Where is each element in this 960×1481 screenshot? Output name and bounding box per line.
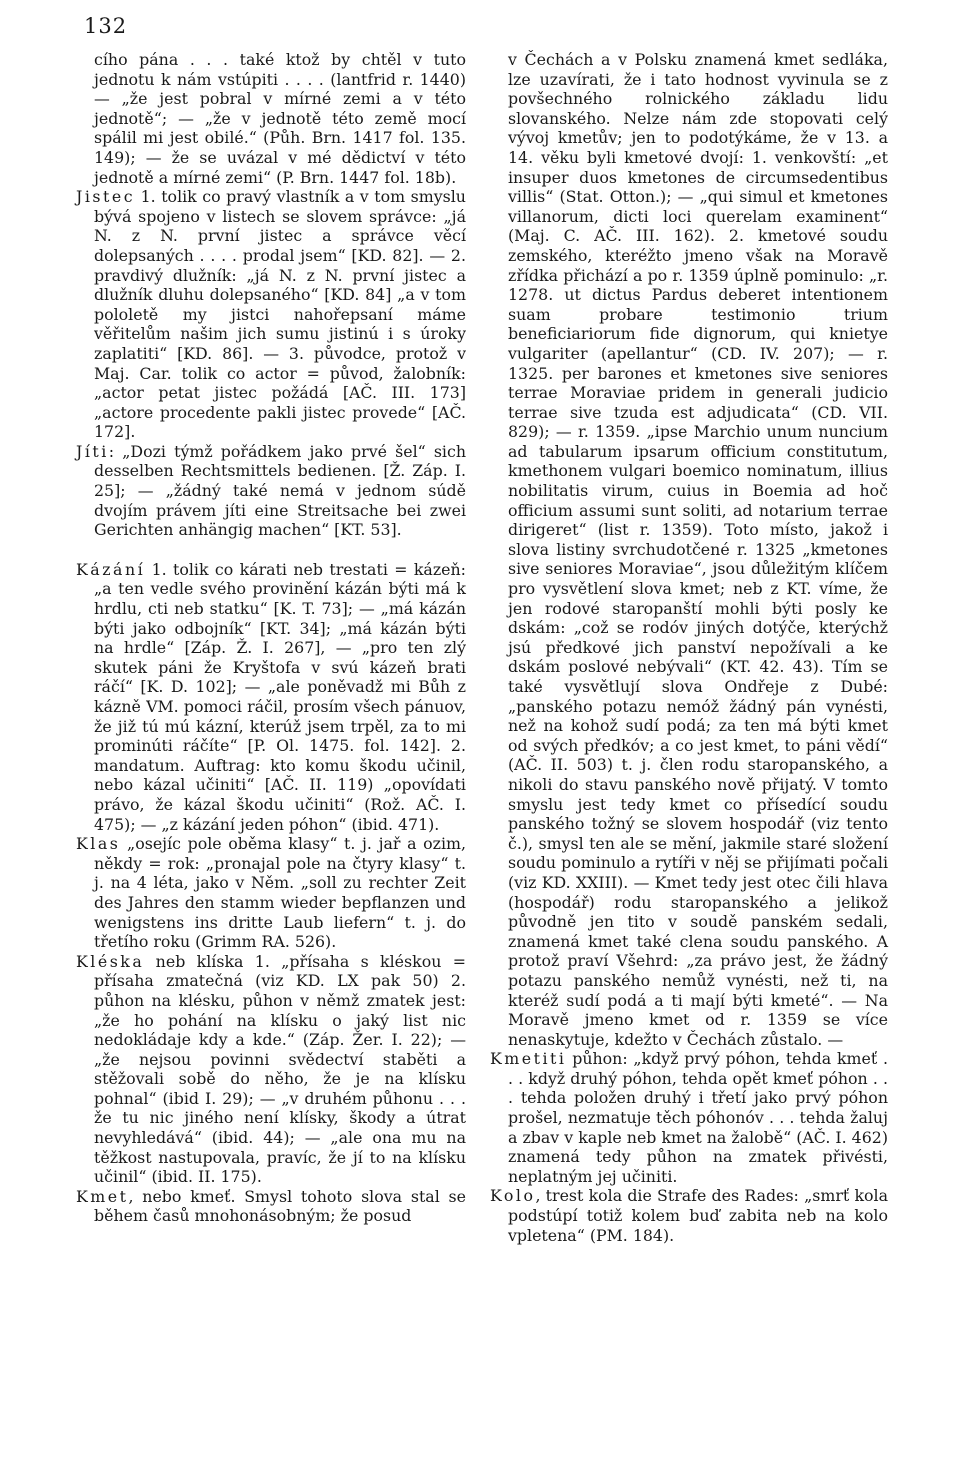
entry-kmet-continued — [490, 50, 888, 1049]
entry-text: 1. tolik co kárati neb trestati = kázeň: „a ten vedle svého provinění kázán býti má k hrdlu, cti neb statku“ [K. T. 73]; — „má kázán býti jako odbojník“ [KT. 34]; „má kázán býti na hrdle“ [Záp. Ž. I. 267], — „pro ten zlý skutek páni že Kryštofa v svú kázeň brati ráčí“ [K. D. 102]; — „ale poněvadž mi Bůh z kázně VM. pomoci ráčil, prosím všech pánuov, že již tú mú kázní, kterúž jsem trpěl, za to mi prominúti ráčíte“ [P. Ol. 1475. fol. 142]. 2. mandatum. Auftrag: kto komu škodu učinil, nebo kázal učiniti“ [AČ. II. 119) „opovídati právo, že kázal škodu učiniti“ (Rož. AČ. I. 475); — „z kázání jeden póhon“ (ibid. 471). — [94, 559, 466, 834]
entry-text: v Čechách a v Polsku znamená kmet sedláka, lze uzavírati, že i tato hodnost vyvinula se z povšechného rolnického základu lidu slovanského. Nelze nám zde stopovati celý vývoj kmetův; jen to podotýkáme, že v 13. a 14. věku byli kmetové dvojí: 1. venkovští: „et insuper duos kmetones de circumsedentibus villis“ (Stat. Otton.); — „qui simul et kmetones villanorum, dicti loci querelam examinent“ (Maj. C. AČ. III. 162). 2. kmetové soudu zemského, kteréžto jmeno však na Moravě zřídka přichází a po r. 1359 úplně pominulo: „r. 1278. ut dictus Pardus deberet intentionem suam probare testimonio trium beneficiariorum fide dignorum, qui knietye vulgariter (apellantur“ (CD. IV. 207); — r. 1325. per barones et kmetones sive seniores terrae Moraviae pridem in generali judicio terrae sive tzuda est adjudicata“ (CD. VII. 829); — r. 1359. „ipse Marchio unum nuncium ad tabularum ipsarum officium constitutum, kmethonem vulgari boemico nominatum, illius nobilitatis virum, cuius in Boemia ad hoč officium assumi sunt soliti, ad notarium terrae dirigeret“ (list r. 1359). Toto místo, jakož i slova listiny svrchudotčené r. 1325 „kmetones sive seniores Moraviae“, jsou důležitým klíčem pro vysvětlení slova kmet; neb z KT. víme, že jen rodové staropanští mohli býti posly ke dskám: „což se rodóv jiných dotýče, kterýchž jsú předkové jich panství nepožívali a ke dskám poslové nebývali“ (KT. 42. 43). Tím se také vysvětlují slova Ondřeje z Dubé: „panského potazu nemóž žádný pán vynésti, než na kohož sudí podá; za ten má býti kmet od svých předkóv; a co jest kmet, to páni vědí“ (AČ. II. 503) t. j. člen rodu staropanského, a nikoli do stavu panského nově přijatý. V tomto smyslu jest tedy kmet co přísedící soudu panského tožný se slovem hospodář (viz tento č.), smysl ten ale se mění, jakmile staré složení soudu pominulo a rytíři v něj se přijímati počali (viz KD. XXIII). — Kmet tedy jest otec čili hlava (hospodář) rodu staropanského a jelikož původně jen tito v soudě panském sedali, znamená kmet také clena soudu panského. A protož praví Všehrd: „za právo jest, že žádný potazu panského nemůž vynésti, než ti, na kteréž sudí podá a ti mají býti kmeté“. — Na Moravě jmeno kmet od r. 1359 se více nenaskytuje, kdežto v Čechách zůstalo. — — [508, 50, 888, 1049]
entry-kmetiti — [490, 1049, 888, 1186]
entry-kazani — [76, 560, 466, 834]
headword: Jíti — [76, 441, 109, 461]
entry-text: cího pána . . . také ktož by chtěl v tuto jednotu k nám vstúpiti . . . . (lantfrid r. 1440) — „že jest pobral v mírné zemi a v této jednotě“; — „že v jednotě této země mocí spálil mi jest obilé.“ (Půh. Brn. 1417 fol. 135. 149); — že se uvázal v mé dědictví v této jednotě a mírné zemi“ (P. Brn. 1447 fol. 18b). — [94, 50, 466, 187]
headword: Kolo — [490, 1186, 536, 1206]
headword: Kázání — [76, 559, 146, 579]
entry-klas — [76, 834, 466, 952]
entry-jiti — [76, 442, 466, 540]
entry-text: : „Dozi týmž pořádkem jako prvé šel“ sich desselben Rechtsmittels bedienen. [Ž. Záp. I. 25]; — „žádný také nemá v jednom súdě dvojím právem jíti eine Streitsache bei zwei Gerichten anhängig machen“ [KT. 53]. — [94, 441, 466, 540]
headword: Kmet — [76, 1186, 129, 1206]
entry-text: , nebo kmeť. Smysl tohoto slova stal se během časů mnohonásobným; že posud — [94, 1186, 466, 1226]
entry-jistec-continued — [76, 50, 466, 187]
right-column — [490, 50, 888, 1245]
left-column — [76, 50, 466, 1226]
page-number: 132 — [84, 14, 128, 38]
headword: Jistec — [76, 187, 136, 207]
entry-kolo — [490, 1186, 888, 1245]
headword: Kléska — [76, 951, 145, 971]
entry-text: „osejíc pole oběma klasy“ t. j. jař a ozim, někdy = rok: „pronajal pole na čtyry klasy“ t. j. na 4 léta, jako v Něm. „soll zu rechter Zeit des Jahres den stamm wieder bepflanzen und wenigstens ins dritte Laub liefern“ t. j. do třetího roku (Grimm RA. 526). — [94, 834, 466, 952]
entry-text: , trest kola die Strafe des Rades: „smrť kola podstúpí totiž kolem buď zabita neb na kolo vpletena“ (PM. 184). — [508, 1186, 888, 1245]
entry-kleska — [76, 952, 466, 1187]
entry-text: neb klíska 1. „přísaha s kléskou = přísaha zmatečná (viz KD. LX pak 50) 2. půhon na klésku, půhon v němž zmatek jest: „že ho pohání na klísku o jaký list nic nedokládaje kdy a kde.“ (Záp. Žer. I. 22); — „že nejsou povinni svědectví staběti a stěžovali sobě do něho, že je na klísku pohnal“ (ibid I. 29); — „v druhém půhonu . . . že tu nic jiného není klísky, škody a útrat nevyhledává“ (ibid. 44); — „ale ona mu na těžkost nastupovala, pravíc, že jí to na klísku učinil“ (ibid. II. 175). — [94, 951, 466, 1187]
entry-text: půhon: „když prvý póhon, tehda kmeť . . . když druhý póhon, tehda opět kmeť póhon . . . tehda položen druhý i třetí jako prvý póhon prošel, nezmatuje těch póhonóv . . . tehda žaluj a zbav v kaple neb kmet na žalobě“ (AČ. I. 462) znamená tedy půhon na zmatek přivésti, neplatným jej učiniti. — [508, 1049, 888, 1186]
headword: Kmetiti — [490, 1049, 567, 1069]
entry-text: 1. tolik co pravý vlastník a v tom smyslu bývá spojeno v listech se slovem správce: „já N. z N. první jistec a správce věcí dolepsaných . . . . prodal jsem“ [KD. 82]. — 2. pravdivý dlužník: „já N. z N. první jistec a dlužník dluhu dolepsaného“ [KD. 84] „a v tom pololetě my jistci nahořepsaní máme věřitelům našim jich sumu jistinú i s úroky zaplatiti“ [KD. 86]. — 3. původce, protož v Maj. Car. tolik co actor = původ, žalobník: „actor petat jistec požádá [AČ. III. 173] „actore procedente pakli jistec provede“ [AČ. 172]. — [94, 187, 466, 442]
headword: Klas — [76, 834, 121, 854]
entry-jistec — [76, 187, 466, 442]
entry-kmet — [76, 1187, 466, 1226]
